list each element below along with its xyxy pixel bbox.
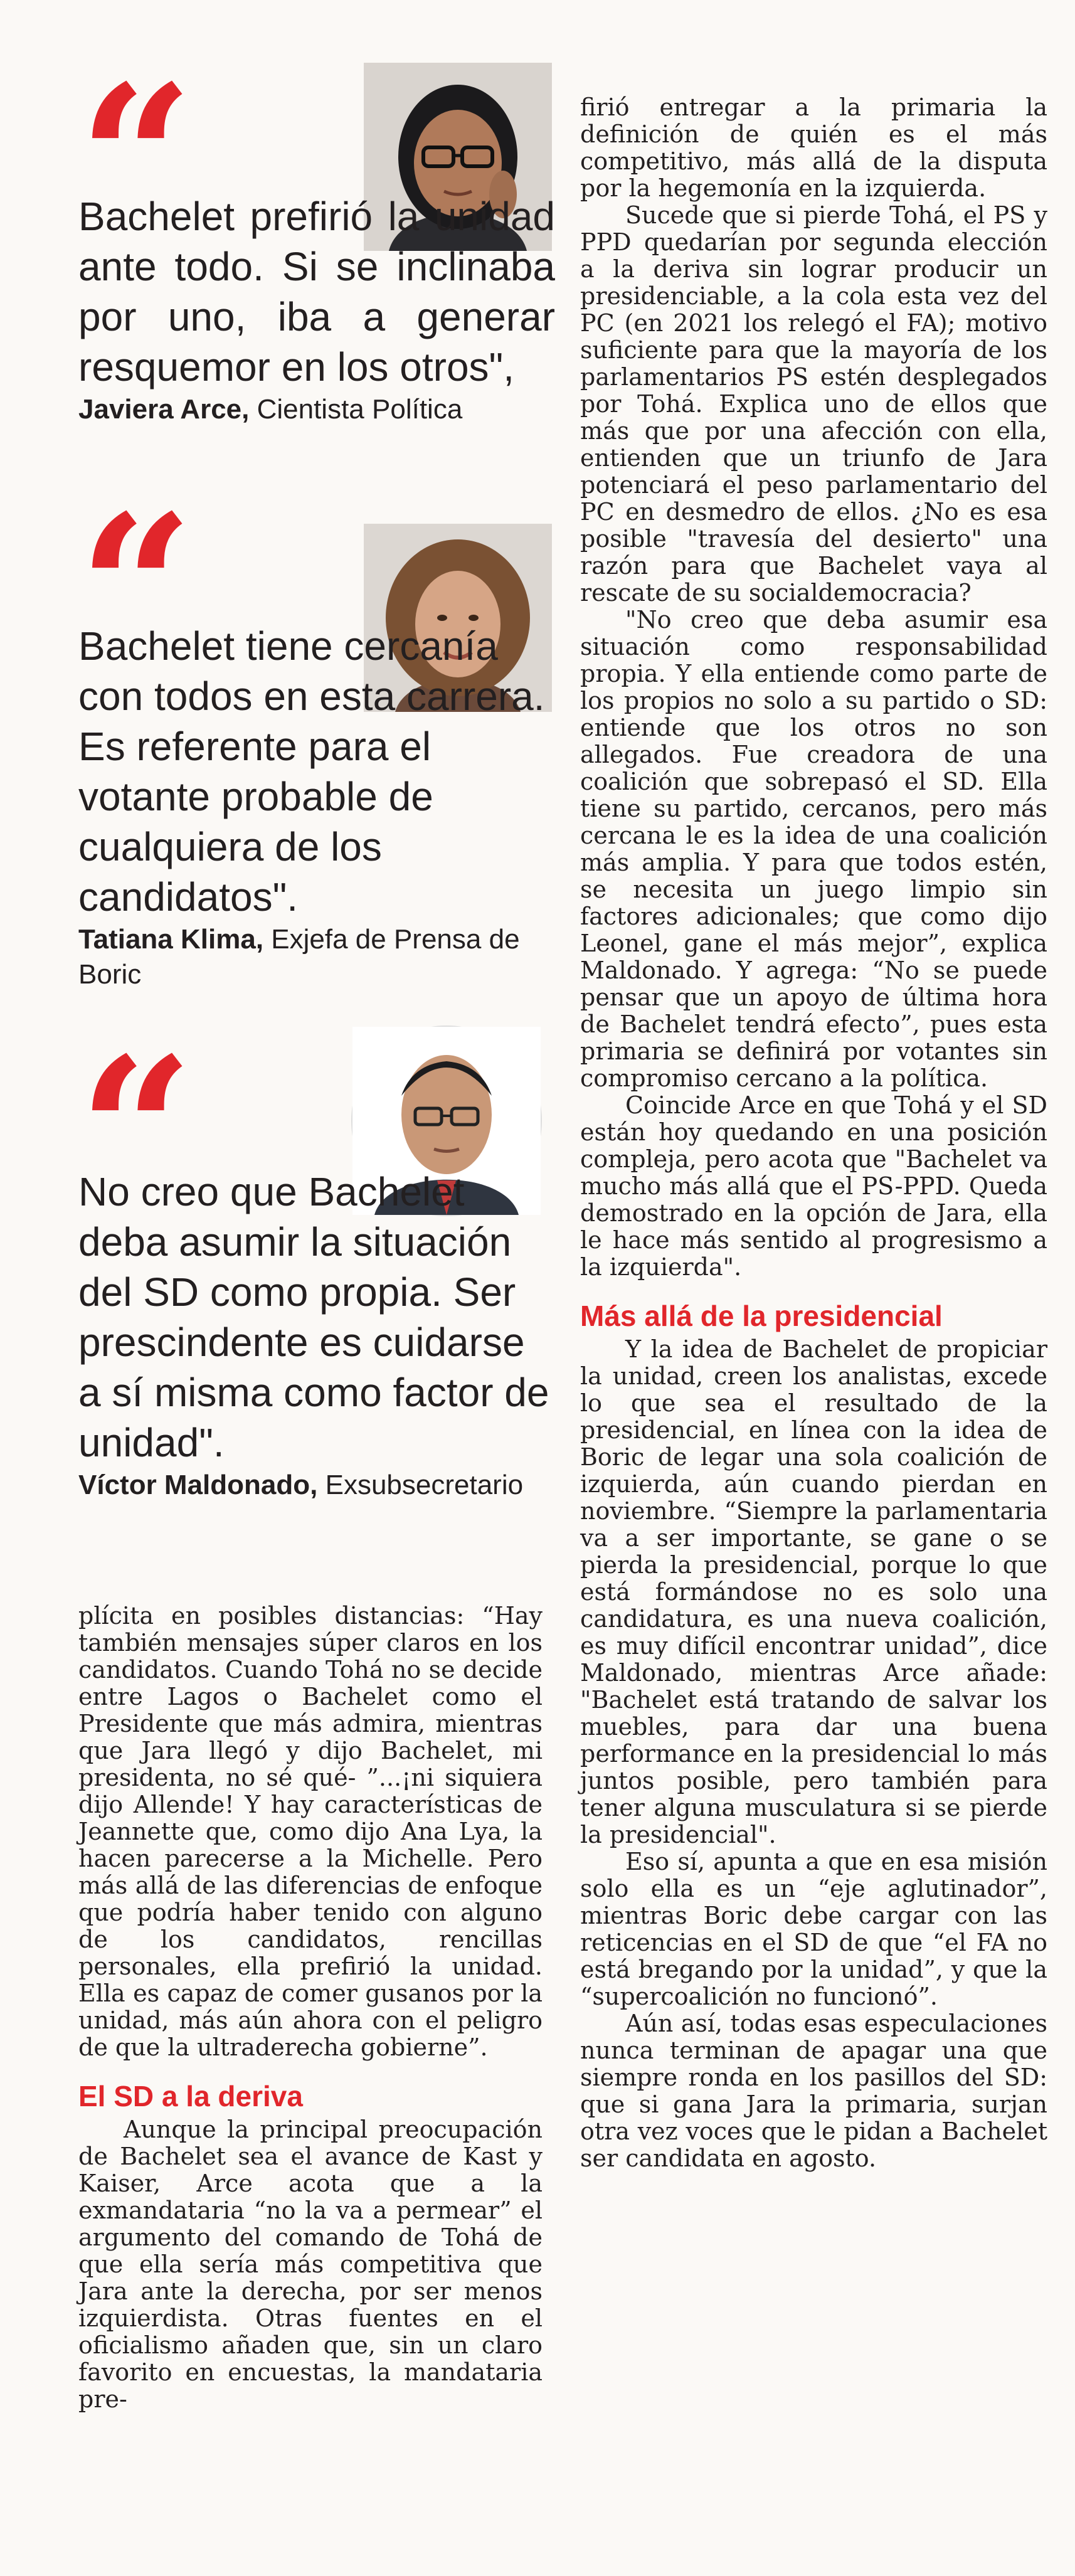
paragraph: Coincide Arce en que Tohá y el SD están hoy quedando en una posición compleja, pero acota que "Bachelet va mucho más allá que el PS-PPD. Queda demostrado en la opción de Jara, ella le hace más sentido al progresismo a la izquierda". (580, 1091, 1047, 1281)
quote-author: Víctor Maldonado, (78, 1470, 318, 1500)
quote-author: Javiera Arce, (78, 394, 250, 425)
quote-author-role: Exjefa de Prensa de Boric (78, 924, 520, 990)
quote-tatiana-klima (78, 621, 555, 992)
quote-attribution (78, 922, 555, 992)
quote-mark-icon: “ (78, 472, 176, 707)
paragraph: Eso sí, apunta a que en esa misión solo ella es un “eje aglutinador”, mientras Boric debe cargar con las reticencias en el SD de que “el FA no está bregando por la unidad”, y que la “supercoalición no funcionó”. (580, 1848, 1047, 2010)
quote-mark-icon: “ (78, 1014, 176, 1249)
quote-text: No creo que Bachelet deba asumir la situación del SD como propia. Ser prescindente es cuidarse a sí misma como factor de unidad". (78, 1169, 549, 1465)
paragraph: Sucede que si pierde Tohá, el PS y PPD quedarían por segunda elección a la deriva sin lograr producir un presidenciable, a la cola esta vez del PC (en 2021 los relegó el FA); motivo suficiente para que la mayoría de los parlamentarios PS estén desplegados por Tohá. Explica uno de ellos que más que por una afección con ella, entienden que un triunfo de Jara potenciará el peso parlamentario del PC en desmedro de ellos. ¿No es esa posible "travesía del desierto" una razón para que Bachelet vaya al rescate de su socialdemocracia? (580, 201, 1047, 607)
quote-victor-maldonado (78, 1167, 555, 1503)
quote-attribution (78, 392, 555, 427)
quote-javiera-arce (78, 191, 555, 427)
paragraph: Y la idea de Bachelet de propiciar la unidad, creen los analistas, excede lo que sea el resultado de la presidencial, en línea con la idea de Boric de legar una sola coalición de izquierda, aún cuando pierdan en noviembre. “Siempre la parlamentaria va a ser importante, se gane o se pierda la presidencial, porque lo que está formándose no es solo una candidatura, es una nueva coalición, es muy difícil encontrar unidad”, dice Maldonado, mientras Arce añade: "Bachelet está tratando de salvar los muebles, para dar una buena performance en la presidencial lo más juntos posible, pero también para tener alguna musculatura si se pierde la presidencial". (580, 1335, 1047, 1848)
paragraph: firió entregar a la primaria la definición de quién es el más competitivo, más allá de la disputa por la hegemonía en la izquierda. (580, 93, 1047, 202)
quote-mark-icon: “ (78, 42, 176, 277)
paragraph: "No creo que deba asumir esa situación como responsabilidad propia. Y ella entiende como parte de los propios no solo a su partido o SD: entiende que los otros no son allegados. Fue creadora de una coalición que sobrepasó el SD. Ella tiene su partido, cercanos, pero más cercana le es la idea de una coalición más amplia. Y para que todos estén, se necesita un juego limpio sin factores adicionales; que como dijo Leonel, gane el más mejor”, explica Maldonado. Y agrega: “No se puede pensar que un apoyo de última hora de Bachelet tendrá efecto”, pues esta primaria se definirá por votantes sin compromiso cercano a la política. (580, 606, 1047, 1092)
quote-attribution (78, 1468, 555, 1503)
section-subhead: El SD a la deriva (78, 2080, 303, 2112)
article-left-column (78, 1603, 543, 2413)
paragraph: Aunque la principal preocupación de Bachelet sea el avance de Kast y Kaiser, Arce acota que a la exmandataria “no la va a permear” el argumento del comando de Tohá de que ella sería más competitiva que Jara ante la derecha, por ser menos izquierdista. Otras fuentes en el oficialismo añaden que, sin un claro favorito en encuestas, la mandataria pre- (78, 2116, 543, 2413)
quote-author: Tatiana Klima, (78, 924, 264, 955)
paragraph: Aún así, todas esas especulaciones nunca terminan de apagar una que siempre ronda en los pasillos del SD: que si gana Jara la primaria, surjan otra vez voces que le pidan a Bachelet ser candidata en agosto. (580, 2010, 1047, 2172)
quote-text: Bachelet prefirió la unidad ante todo. Si se inclinaba por uno, iba a generar resquemor en los otros", (78, 194, 555, 390)
quote-author-role: Cientista Política (257, 394, 463, 425)
quote-text: Bachelet tiene cercanía con todos en esta carrera. Es referente para el votante probable de cualquiera de los candidatos". (78, 623, 545, 920)
article-right-column (580, 94, 1047, 2172)
paragraph: plícita en posibles distancias: “Hay también mensajes súper claros en los candidatos. Cuando Tohá no se decide entre Lagos o Bachelet como el Presidente que más admira, mientras que Jara llegó y dijo Bachelet, mi presidenta, no sé qué- ”...¡ni siquiera dijo Allende! Y hay características de Jeannette que, como dijo Ana Lya, la hacen parecerse a la Michelle. Pero más allá de las diferencias de enfoque que podría haber tenido con alguno de los candidatos, rencillas personales, ella prefirió la unidad. Ella es capaz de comer gusanos por la unidad, más aún ahora con el peligro de que la ultraderecha gobierne”. (78, 1602, 543, 2061)
quote-author-role: Exsubsecretario (325, 1470, 524, 1500)
section-subhead: Más allá de la presidencial (580, 1300, 943, 1332)
